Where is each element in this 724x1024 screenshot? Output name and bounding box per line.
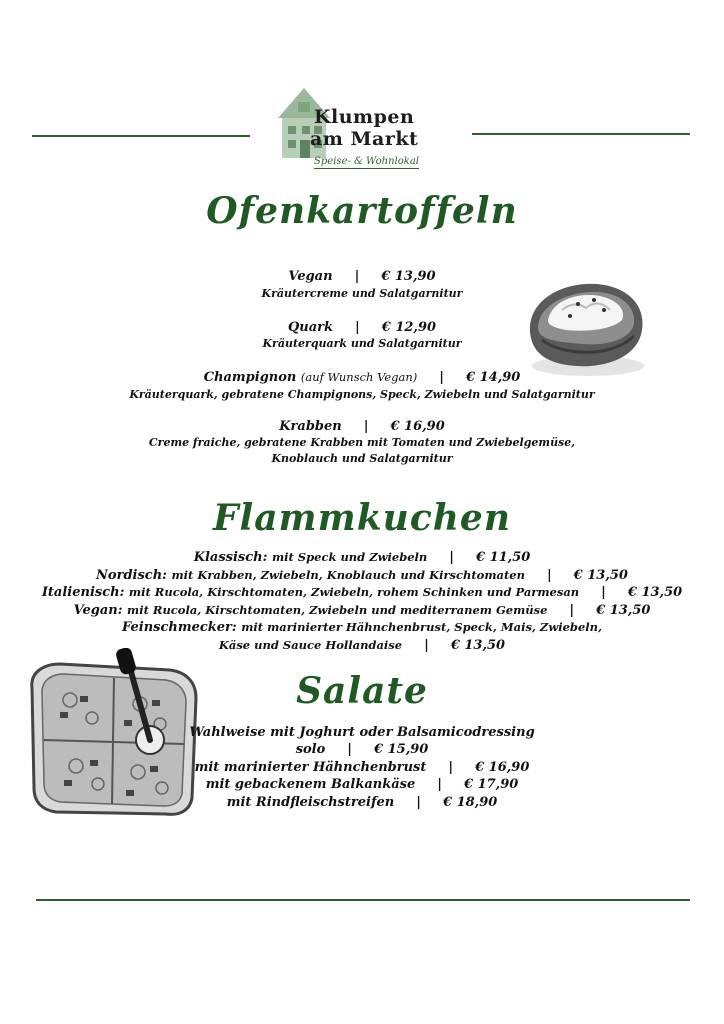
separator: | [448,760,454,775]
item-name: Klassisch: [193,550,268,565]
item-name: mit marinierter Hähnchenbrust [194,760,427,775]
item-description: mit Rucola, Kirschtomaten, Zwiebeln, rohem Schinken und Parmesan [128,585,580,599]
top-right-rule [472,133,690,135]
item-price: € 11,50 [476,550,531,565]
item-name: Italienisch: [41,585,125,600]
item-price: € 16,90 [390,419,445,434]
item-name: Nordisch: [96,568,167,583]
separator: | [601,585,606,600]
item-name: mit Rindfleischstreifen [226,795,395,810]
separator: | [569,603,575,618]
item-price: € 13,50 [627,585,683,600]
item-price: € 13,50 [573,568,628,583]
item-price: € 12,90 [381,320,437,335]
separator: | [416,795,421,810]
separator: | [439,370,445,385]
item-name: solo [295,742,326,757]
item-description: Creme fraiche, gebratene Krabben mit Tomaten und Zwiebelgemüse, [148,436,576,449]
menu-item-krabben [0,419,724,434]
separator: | [354,269,360,284]
item-name: Vegan [288,269,333,284]
salate-intro: Wahlweise mit Joghurt oder Balsamicodressing [189,725,535,740]
item-description: Kräuterquark und Salatgarnitur [262,337,462,350]
menu-item-salat-rindfleisch [0,795,724,810]
section-title-salate: Salate [296,670,428,712]
separator: | [363,419,369,434]
logo-line-1: Klumpen [314,106,415,128]
menu-item-salat-solo [0,742,724,757]
item-description: mit marinierter Hähnchenbrust, Speck, Mais, Zwiebeln, [241,620,603,634]
top-left-rule [32,135,250,137]
item-name: Quark [287,320,334,335]
item-price: € 13,90 [381,269,436,284]
item-price: € 15,90 [374,742,429,757]
item-price: € 16,90 [475,760,530,775]
section-title-flammkuchen: Flammkuchen [212,497,512,539]
item-description: Kräutercreme und Salatgarnitur [261,287,463,300]
item-description: mit Krabben, Zwiebeln, Knoblauch und Kirschtomaten [171,568,525,582]
separator: | [449,550,455,565]
item-description: Kräuterquark, gebratene Champignons, Speck, Zwiebeln und Salatgarnitur [129,388,595,401]
item-price: € 18,90 [443,795,498,810]
separator: | [546,568,552,583]
item-description-line2: Knoblauch und Salatgarnitur [271,452,453,465]
menu-item-salat-balkankaese [0,777,724,792]
menu-item-feinschmecker [0,620,724,635]
item-price: € 14,90 [466,370,521,385]
item-name: Champignon [203,370,297,385]
item-name: Krabben [279,419,342,434]
menu-item-italienisch [0,585,724,600]
separator: | [437,777,442,792]
baked-potato-illustration [522,270,648,380]
separator: | [424,638,429,653]
item-description: mit Speck und Zwiebeln [271,550,428,564]
item-name: mit gebackenem Balkankäse [205,777,416,792]
item-price: € 17,90 [464,777,519,792]
bottom-rule [36,899,690,901]
item-name: Vegan: [73,603,123,618]
item-note: (auf Wunsch Vegan) [300,370,418,384]
item-price: € 13,50 [596,603,651,618]
logo-subtitle: Speise- & Wohnlokal [314,156,419,167]
separator: | [347,742,353,757]
menu-item-nordisch [0,568,724,583]
section-title-ofenkartoffeln: Ofenkartoffeln [206,190,518,232]
item-price: € 13,50 [450,638,506,653]
item-name: Feinschmecker: [121,620,237,635]
item-description-line2: Käse und Sauce Hollandaise [218,638,403,652]
item-description: mit Rucola, Kirschtomaten, Zwiebeln und mediterranem Gemüse [127,603,548,617]
restaurant-logo [270,82,430,177]
menu-item-salat-haehnchen [0,760,724,775]
logo-line-2: am Markt [310,128,419,150]
menu-item-vegan-flammkuchen [0,603,724,618]
separator: | [355,320,360,335]
menu-item-klassisch [0,550,724,565]
